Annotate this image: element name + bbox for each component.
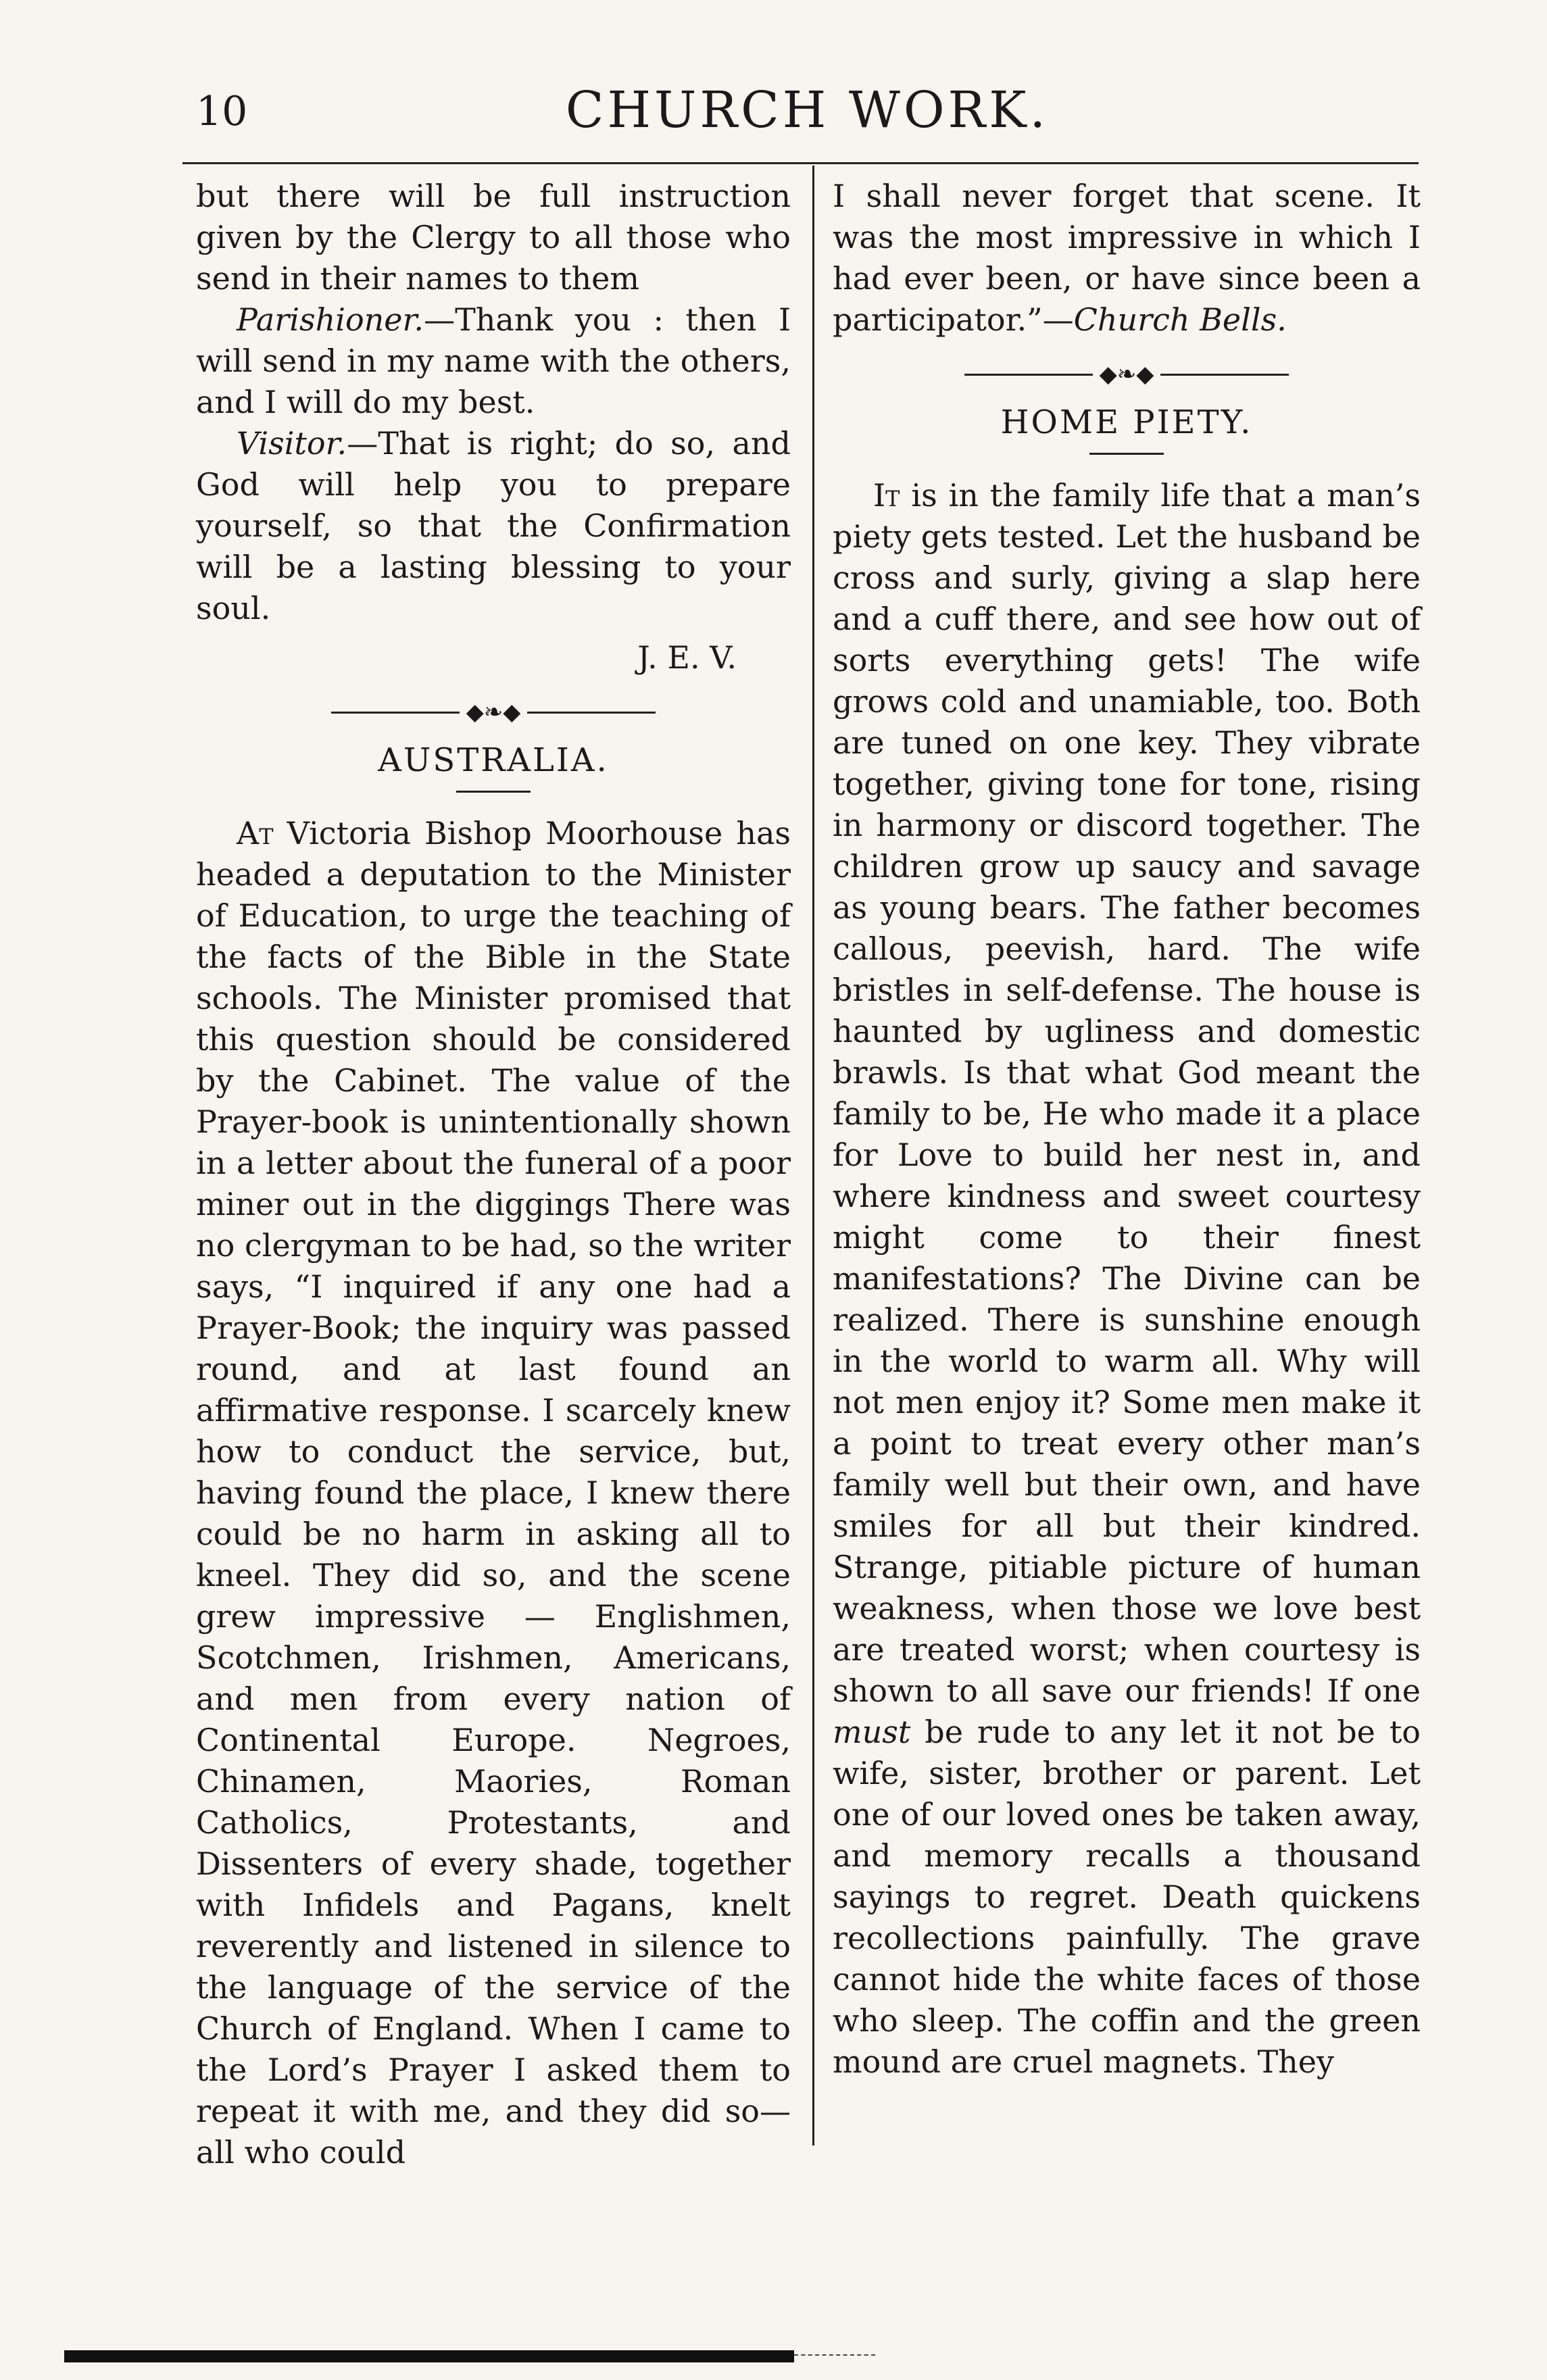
bottom-rule-tail	[794, 2354, 875, 2356]
right-column	[833, 176, 1421, 2083]
page-header	[196, 81, 1419, 149]
article-paragraph	[833, 176, 1421, 341]
section-ornament: ◆❧◆	[833, 353, 1421, 395]
lead-word: At	[237, 814, 274, 851]
source-citation: Church Bells.	[1073, 301, 1287, 338]
left-column	[196, 176, 791, 2173]
dialogue-paragraph	[196, 299, 791, 423]
article-text: be rude to any let it not be to wife, sister, brother or parent. Let one of our loved ones be taken away, and memory recalls a thousand sayings to regret. Death quickens recollections painfully. The grave cannot hide the white faces of those who sleep. The coffin and the green mound are cruel magnets. They	[833, 1713, 1421, 2080]
bottom-rule	[64, 2350, 794, 2362]
article-text: Victoria Bishop Moorhouse has headed a deputation to the Minister of Education, to urge the teaching of the facts of the Bible in the State schools. The Minister promised that this question should be considered by the Cabinet. The value of the Prayer-book is unintentionally shown in a letter about the funeral of a poor miner out in the diggings There was no clergyman to be had, so the writer says, “I inquired if any one had a Prayer-Book; the inquiry was passed round, and at last found an affirmative response. I scarcely knew how to conduct the service, but, having found the place, I knew there could be no harm in asking all to kneel. They did so, and the scene grew impressive — Englishmen, Scotchmen, Irishmen, Americans, and men from every nation of Continental Europe. Negroes, Chinamen, Maories, Roman Catholics, Protestants, and Dissenters of every shade, together with Infidels and Pagans, knelt reverently and listened in silence to the language of the service of the Church of England. When I came to the Lord’s Prayer I asked them to repeat it with me, and they did so—all who could	[196, 814, 791, 2171]
dialogue-text: —Thank you : then I will send in my name with the others, and I will do my best.	[196, 301, 791, 420]
article-text: is in the family life that a man’s piety gets tested. Let the husband be cross and surly, giving a slap here and a cuff there, and see how out of sorts everything gets! The wife grows cold and unamiable, too. Both are tuned on one key. They vibrate together, giving tone for tone, rising in harmony or discord together. The children grow up saucy and savage as young bears. The father becomes callous, peevish, hard. The wife bristles in self-defense. The house is haunted by ugliness and domestic brawls. Is that what God meant the family to be, He who made it a place for Love to build her nest in, and where kindness and sweet courtesy might come to their finest manifestations? The Divine can be realized. There is sunshine enough in the world to warm all. Why will not men enjoy it? Some men make it a point to treat every other man’s family well but their own, and have smiles for all but their kindred. Strange, pitiable picture of human weakness, when those we love best are treated worst; when courtesy is shown to all save our friends! If one	[833, 476, 1421, 1709]
section-heading: AUSTRALIA.	[378, 741, 609, 779]
dialogue-text: —That is right; do so, and God will help you to prepare yourself, so that the Confirmation will be a lasting blessing to your soul.	[196, 425, 791, 626]
heading-rule	[1089, 453, 1164, 455]
emphasis-word: must	[833, 1713, 911, 1750]
section-ornament: ◆❧◆	[196, 691, 791, 733]
dialogue-paragraph	[196, 423, 791, 629]
speaker-name: Visitor.	[237, 425, 347, 462]
article-paragraph	[833, 475, 1421, 2083]
page-number: 10	[196, 88, 248, 135]
heading-rule	[456, 791, 531, 793]
header-rule	[182, 162, 1419, 164]
speaker-name: Parishioner.	[237, 301, 424, 338]
running-title: CHURCH WORK.	[565, 81, 1050, 139]
article-paragraph	[196, 813, 791, 2173]
author-signature: J. E. V.	[637, 639, 737, 676]
dialogue-paragraph: but there will be full instruction given by the Clergy to all those who send in their names to them	[196, 178, 791, 297]
article-text: I shall never forget that scene. It was the most impressive in which I had ever been, or have since been a participator.”—	[833, 178, 1421, 338]
section-heading: HOME PIETY.	[1000, 403, 1253, 441]
lead-word: It	[873, 476, 900, 514]
column-divider	[812, 166, 814, 2146]
